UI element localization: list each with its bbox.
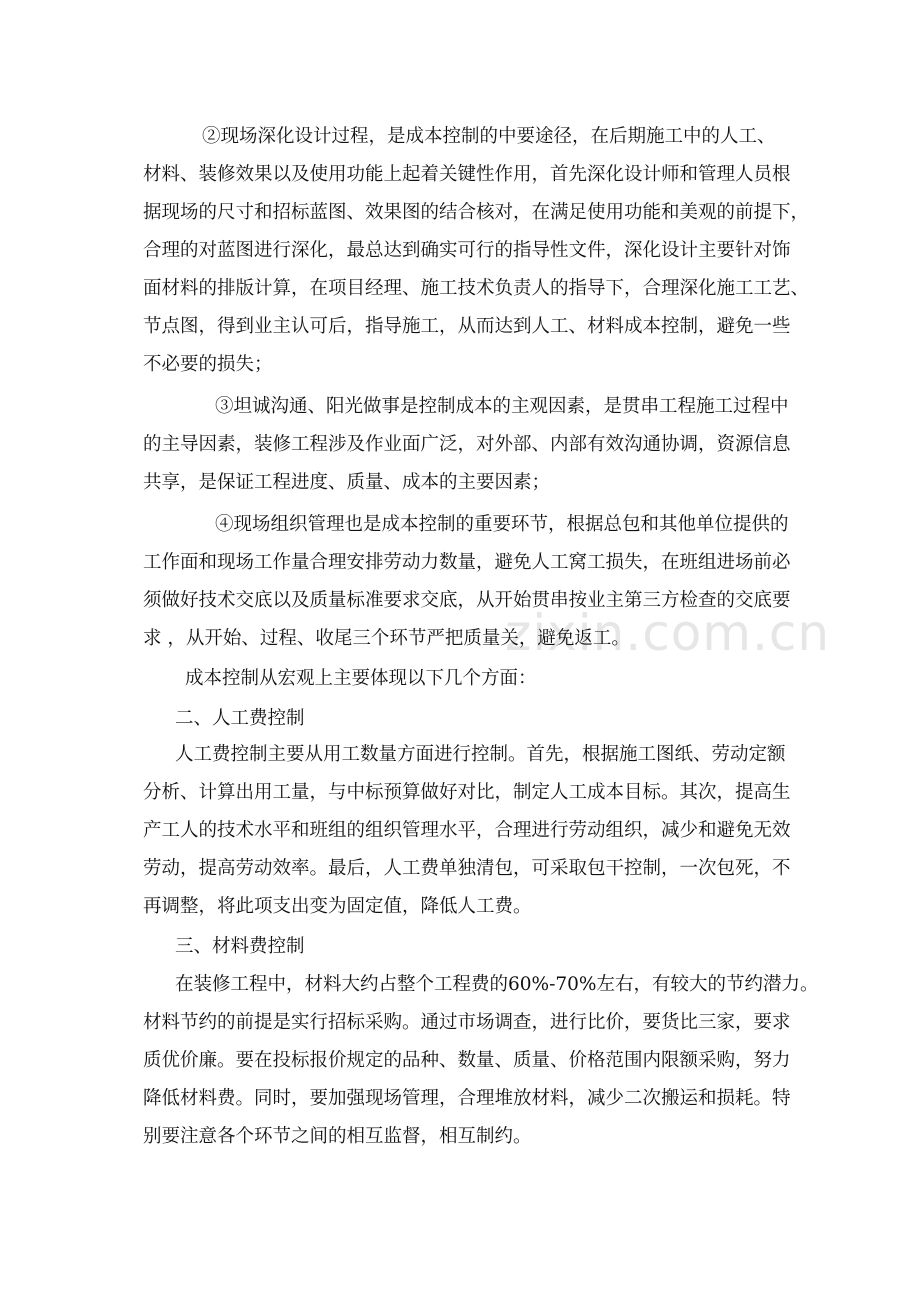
paragraph-line: 不必要的损失；	[143, 354, 273, 375]
paragraph-line: 面材料的排版计算，在项目经理、施工技术负责人的指导下，合理深化施工工艺、	[143, 278, 810, 299]
watermark-text: zixin.com.cn	[505, 604, 831, 662]
paragraph-line: 在装修工程中，材料大约占整个工程费的60%-70%左右，有较大的节约潜力。	[175, 974, 819, 995]
paragraph-line: 节点图，得到业主认可后，指导施工，从而达到人工、材料成本控制，避免一些	[143, 316, 791, 337]
paragraph-line: 材料节约的前提是实行招标采购。通过市场调查，进行比价，要货比三家，要求	[143, 1012, 791, 1033]
paragraph-line: ②现场深化设计过程，是成本控制的中要途径，在后期施工中的人工、	[202, 126, 776, 147]
paragraph-line: 质优价廉。要在投标报价规定的品种、数量、质量、价格范围内限额采购，努力	[143, 1050, 791, 1071]
paragraph-line: ③坦诚沟通、阳光做事是控制成本的主观因素，是贯串工程施工过程中	[215, 396, 789, 417]
paragraph-line: 的主导因素，装修工程涉及作业面广泛，对外部、内部有效沟通协调，资源信息	[143, 434, 791, 455]
paragraph-line: 别要注意各个环节之间的相互监督，相互制约。	[143, 1126, 532, 1147]
section-heading: 二、人工费控制	[175, 708, 305, 729]
paragraph-line: 共享，是保证工程进度、质量、成本的主要因素；	[143, 472, 551, 493]
paragraph-line: 降低材料费。同时，要加强现场管理，合理堆放材料，减少二次搬运和损耗。特	[143, 1088, 791, 1109]
paragraph-line: 产工人的技术水平和班组的组织管理水平，合理进行劳动组织，减少和避免无效	[143, 820, 791, 841]
paragraph-line: ④现场组织管理也是成本控制的重要环节，根据总包和其他单位提供的	[215, 514, 789, 535]
paragraph-line: 人工费控制主要从用工数量方面进行控制。首先，根据施工图纸、劳动定额	[175, 744, 786, 765]
paragraph-line: 须做好技术交底以及质量标准要求交底，从开始贯串按业主第三方检查的交底要	[143, 590, 791, 611]
paragraph-line: 再调整，将此项支出变为固定值，降低人工费。	[143, 896, 532, 917]
paragraph-line: 合理的对蓝图进行深化，最总达到确实可行的指导性文件，深化设计主要针对饰	[143, 240, 791, 261]
paragraph-line: 求 ，从开始、过程、收尾三个环节严把质量关，避免返工。	[143, 628, 630, 649]
section-heading: 三、材料费控制	[175, 936, 305, 957]
paragraph-line: 分析、计算出用工量，与中标预算做好对比，制定人工成本目标。其次，提高生	[143, 782, 791, 803]
paragraph-line: 成本控制从宏观上主要体现以下几个方面：	[185, 668, 537, 689]
paragraph-line: 材料、装修效果以及使用功能上起着关键性作用，首先深化设计师和管理人员根	[143, 164, 791, 185]
paragraph-line: 劳动，提高劳动效率。最后，人工费单独清包，可采取包干控制，一次包死，不	[143, 858, 791, 879]
paragraph-line: 工作面和现场工作量合理安排劳动力数量，避免人工窝工损失，在班组进场前必	[143, 552, 791, 573]
paragraph-line: 据现场的尺寸和招标蓝图、效果图的结合核对，在满足使用功能和美观的前提下，	[143, 202, 810, 223]
